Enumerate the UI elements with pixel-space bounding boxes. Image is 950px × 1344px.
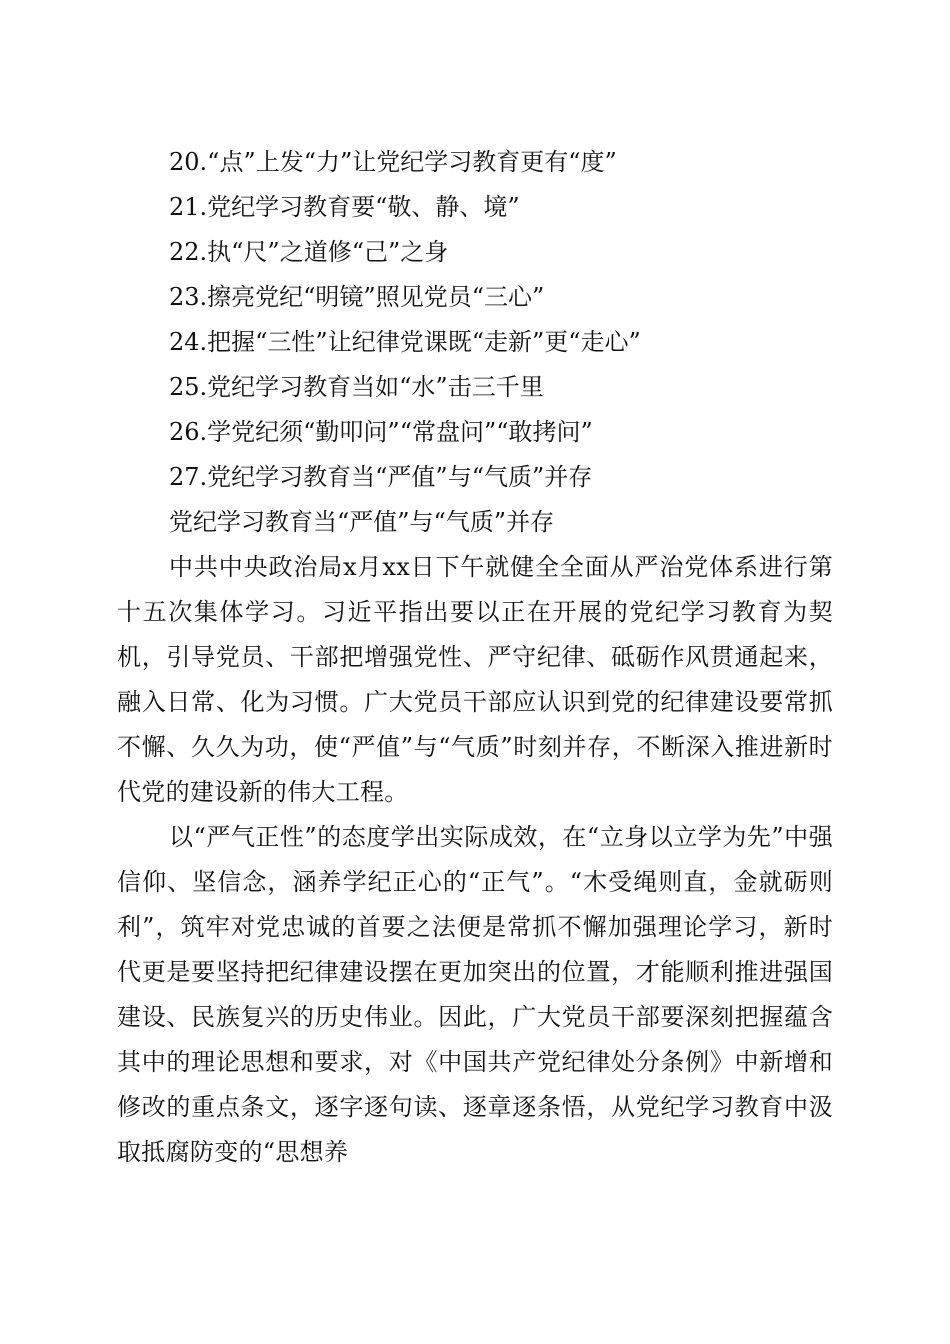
paragraph: 以“严气正性”的态度学出实际成效，在“立身以立学为先”中强信仰、坚信念，涵养学纪正心的“正气”。“木受绳则直，金就砺则利”，筑牢对党忠诚的首要之法便是常抓不懈加强理论学习，新时代更是要坚持把纪律建设摆在更加突出的位置，才能顺利推进强国建设、民族复兴的历史伟业。因此，广大党员干部要深刻把握蕴含其中的理论思想和要求，对《中国共产党纪律处分条例》中新增和修改的重点条文，逐字逐句读、逐章逐条悟，从党纪学习教育中汲取抵腐防变的“思想养 bbox=[117, 823, 833, 1166]
paragraph: 中共中央政治局x月xx日下午就健全全面从严治党体系进行第十五次集体学习。习近平指出要以正在开展的党纪学习教育为契机，引导党员、干部把增强党性、严守纪律、砥砺作风贯通起来，融入日常、化为习惯。广大党员干部应认识到党的纪律建设要常抓不懈、久久为功，使“严值”与“气质”时刻并存，不断深入推进新时代党的建设新的伟大工程。 bbox=[117, 553, 833, 806]
list-item: 26.学党纪须“勤叩问”“常盘问”“敢拷问” bbox=[169, 418, 593, 446]
document-body bbox=[117, 140, 833, 1175]
list-item: 23.擦亮党纪“明镜”照见党员“三心” bbox=[169, 283, 545, 311]
list-item: 20.“点”上发“力”让党纪学习教育更有“度” bbox=[169, 148, 617, 176]
list-item: 22.执“尺”之道修“己”之身 bbox=[169, 238, 449, 266]
list-item: 27.党纪学习教育当“严值”与“气质”并存 bbox=[169, 463, 593, 491]
article-title: 党纪学习教育当“严值”与“气质”并存 bbox=[169, 508, 555, 536]
list-item: 21.党纪学习教育要“敬、静、境” bbox=[169, 193, 520, 221]
list-item: 25.党纪学习教育当如“水”击三千里 bbox=[169, 373, 544, 401]
list-item: 24.把握“三性”让纪律党课既“走新”更“走心” bbox=[169, 328, 641, 356]
